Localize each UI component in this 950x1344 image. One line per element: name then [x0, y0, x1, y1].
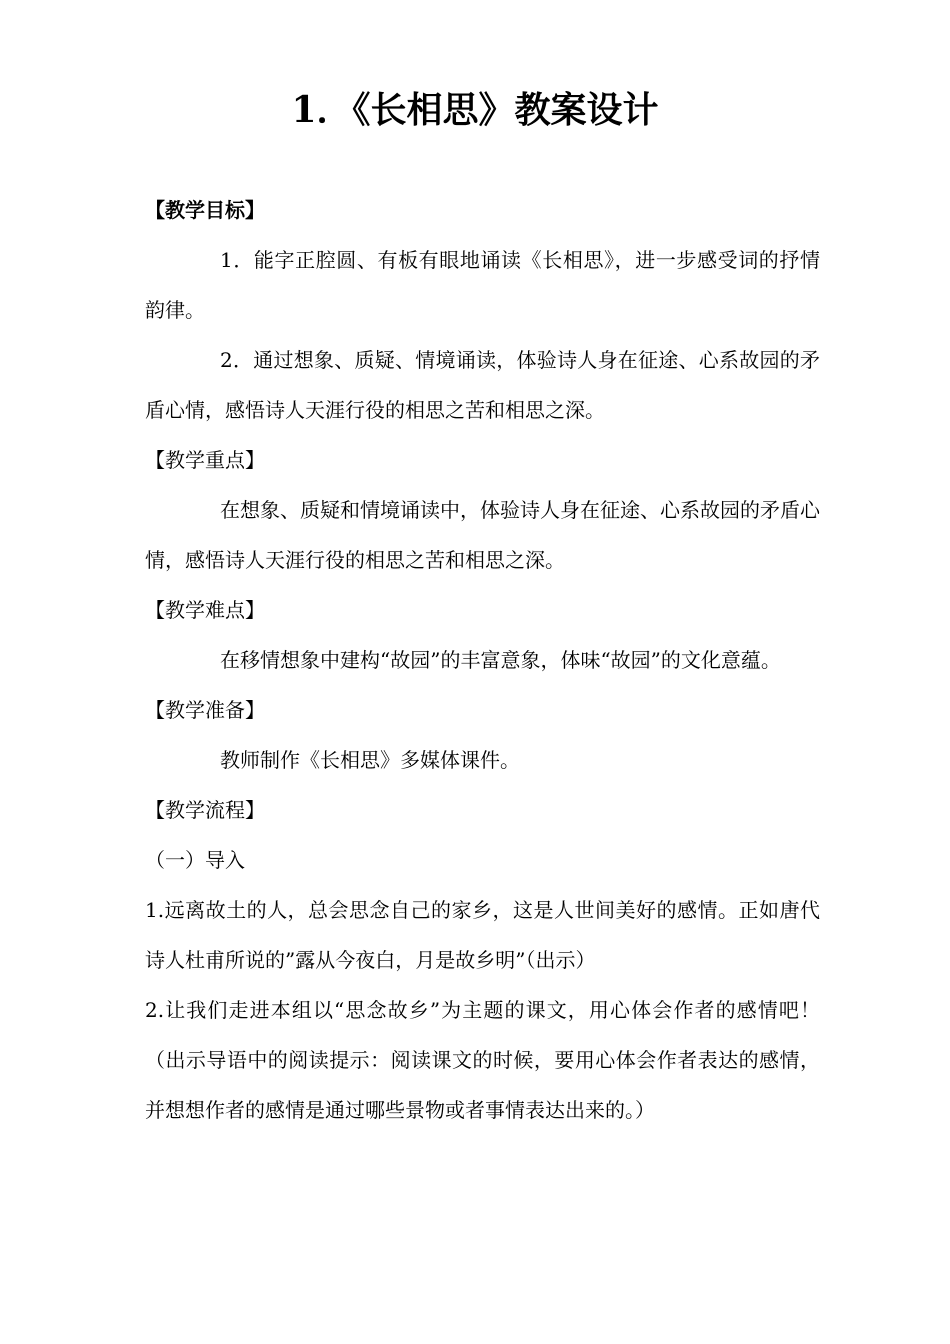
key-points-text: 在想象、质疑和情境诵读中，体验诗人身在征途、心系故园的矛盾心情，感悟诗人天涯行役的相思之苦和相思之深。 — [145, 498, 820, 572]
section-heading-process: 【教学流程】 — [145, 798, 265, 822]
preparation-text: 教师制作《长相思》多媒体课件。 — [220, 748, 520, 772]
section-heading-goals: 【教学目标】 — [145, 198, 265, 222]
document-body — [145, 185, 820, 1135]
process-subheading: （一）导入 — [145, 848, 245, 872]
document-title: 1．《长相思》教案设计 — [291, 89, 659, 131]
difficulties-text: 在移情想象中建构“故园”的丰富意象，体味“故园”的文化意蕴。 — [220, 648, 781, 672]
section-heading-key-points: 【教学重点】 — [145, 448, 265, 472]
goal-item-1: 1．能字正腔圆、有板有眼地诵读《长相思》，进一步感受词的抒情韵律。 — [145, 248, 820, 322]
section-heading-preparation: 【教学准备】 — [145, 698, 265, 722]
section-heading-difficulties: 【教学难点】 — [145, 598, 265, 622]
process-item-2: 2.让我们走进本组以“思念故乡”为主题的课文，用心体会作者的感情吧！（出示导语中的阅读提示：阅读课文的时候，要用心体会作者表达的感情，并想想作者的感情是通过哪些景物或者事情表达出来的。） — [145, 998, 820, 1122]
process-item-1: 1.远离故土的人，总会思念自己的家乡，这是人世间美好的感情。正如唐代诗人杜甫所说的”露从今夜白，月是故乡明”（出示） — [145, 898, 820, 972]
goal-item-2: 2．通过想象、质疑、情境诵读，体验诗人身在征途、心系故园的矛盾心情，感悟诗人天涯行役的相思之苦和相思之深。 — [145, 348, 820, 422]
